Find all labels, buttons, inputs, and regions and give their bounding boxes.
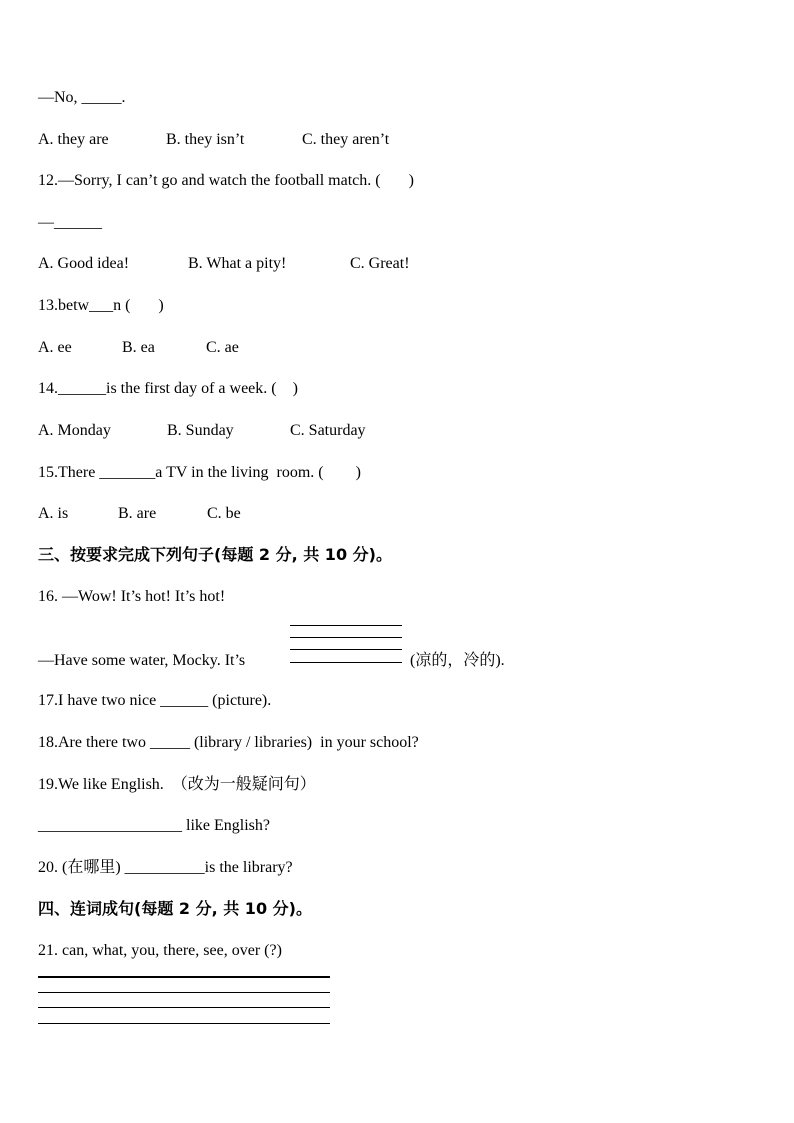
- q12-option-c: C. Great!: [350, 255, 410, 272]
- q16-answer-line-4: [290, 662, 402, 663]
- q13-option-c: C. ae: [206, 339, 239, 356]
- q20-text: 20. (在哪里) __________is the library?: [38, 859, 293, 876]
- q11-option-a: A. they are: [38, 131, 109, 148]
- q16-line1: 16. —Wow! It’s hot! It’s hot!: [38, 588, 226, 605]
- q12-reply: —______: [38, 214, 102, 231]
- q11-option-b: B. they isn’t: [166, 131, 245, 148]
- q21-answer-line-4: [38, 1023, 330, 1024]
- q11-answer-line: —No, _____.: [38, 89, 126, 106]
- q16-answer-line-1: [290, 625, 402, 626]
- q13-option-a: A. ee: [38, 339, 72, 356]
- section-3-heading: 三、按要求完成下列句子(每题 2 分, 共 10 分)。: [38, 545, 392, 564]
- q14-option-c: C. Saturday: [290, 422, 366, 439]
- q21-answer-line-1: [38, 976, 330, 978]
- q21-answer-line-2: [38, 992, 330, 993]
- q13-option-b: B. ea: [122, 339, 155, 356]
- q14-option-a: A. Monday: [38, 422, 111, 439]
- q15-option-c: C. be: [207, 505, 241, 522]
- q15-stem: 15.There _______a TV in the living room. ( ): [38, 464, 361, 481]
- q17-text: 17.I have two nice ______ (picture).: [38, 692, 272, 709]
- q18-text: 18.Are there two _____ (library / libraries) in your school?: [38, 734, 419, 751]
- q15-option-b: B. are: [118, 505, 157, 522]
- q21-text: 21. can, what, you, there, see, over (?): [38, 942, 282, 959]
- q11-option-c: C. they aren’t: [302, 131, 390, 148]
- q15-option-a: A. is: [38, 505, 69, 522]
- section-4-heading: 四、连词成句(每题 2 分, 共 10 分)。: [38, 899, 312, 918]
- q21-answer-line-3: [38, 1007, 330, 1008]
- q12-stem: 12.—Sorry, I can’t go and watch the football match. ( ): [38, 172, 414, 189]
- q12-option-b: B. What a pity!: [188, 255, 287, 272]
- q16-answer-line-3: [290, 649, 402, 650]
- q16-line2: —Have some water, Mocky. It’s: [38, 652, 246, 669]
- q16-answer-line-2: [290, 637, 402, 638]
- q19-answer: __________________ like English?: [38, 817, 270, 834]
- q19-text: 19.We like English. （改为一般疑问句）: [38, 776, 316, 793]
- q13-stem: 13.betw___n ( ): [38, 297, 164, 314]
- q14-option-b: B. Sunday: [167, 422, 234, 439]
- q16-hint: (凉的，冷的).: [410, 652, 505, 669]
- q12-option-a: A. Good idea!: [38, 255, 130, 272]
- q14-stem: 14.______is the first day of a week. ( ): [38, 380, 298, 397]
